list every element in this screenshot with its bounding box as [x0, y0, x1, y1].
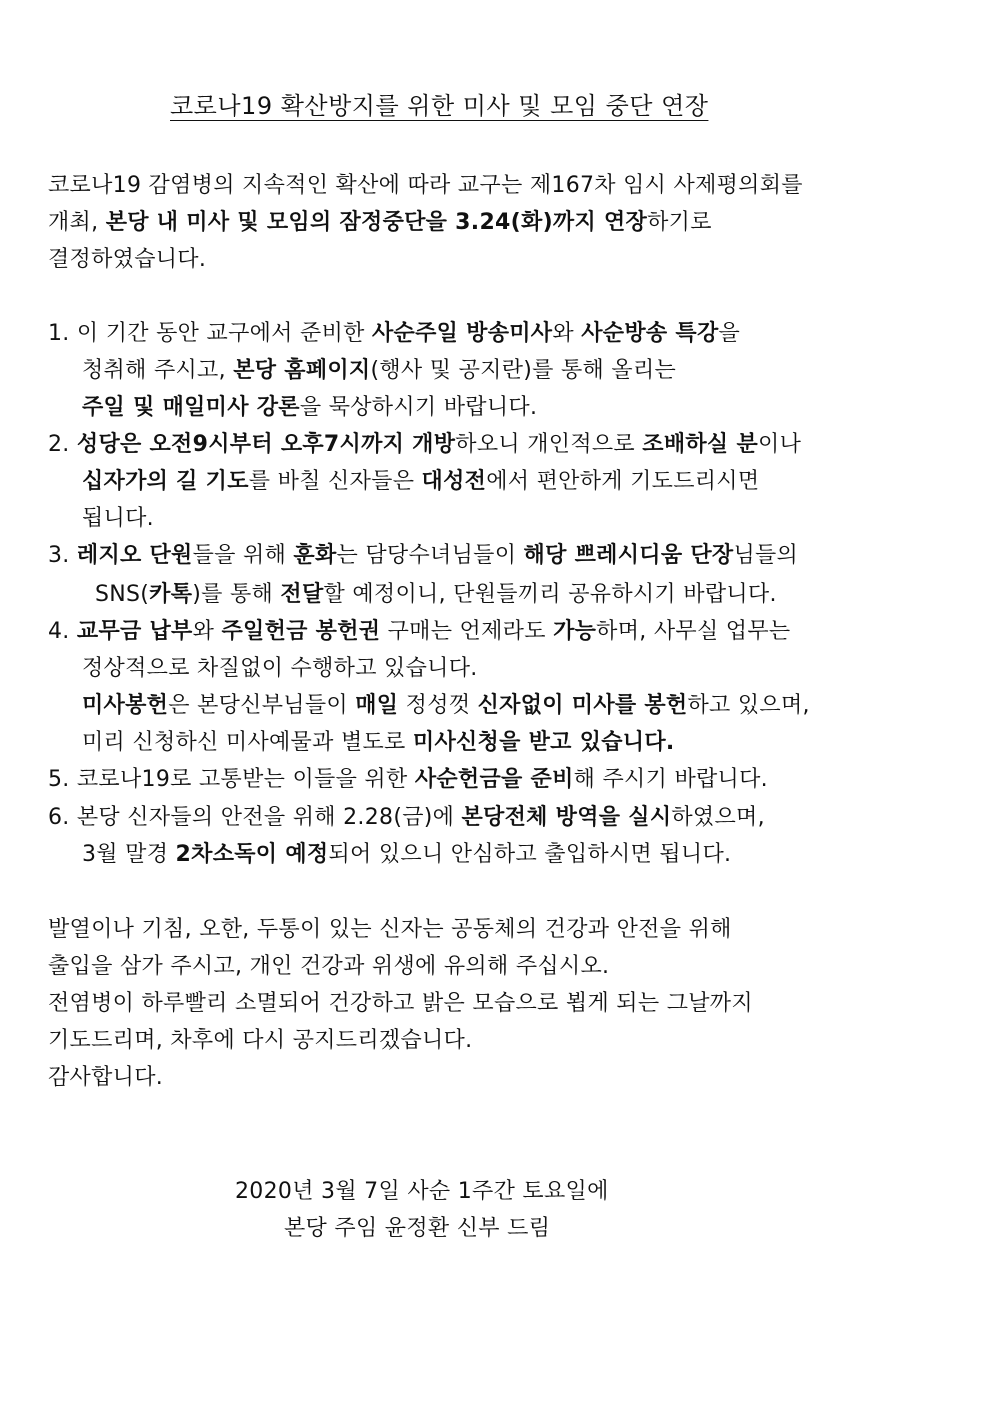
item-1-line-1	[48, 318, 740, 350]
emphasis-text: 주일 및 매일미사 강론	[82, 395, 300, 420]
item-6-line-1	[48, 802, 765, 834]
emphasis-text: 사순방송 특강	[581, 321, 719, 346]
text-run: 하며, 사무실 업무는	[596, 619, 791, 644]
item-4-line-2: 정상적으로 차질없이 수행하고 있습니다.	[82, 656, 478, 681]
emphasis-text: 미사봉헌	[82, 693, 169, 718]
emphasis-text: 훈화	[293, 543, 337, 568]
item-2-line-1	[48, 429, 801, 461]
emphasis-text: 신자없이 미사를 봉헌	[477, 693, 688, 718]
item-4-line-3	[82, 690, 810, 722]
text-run: 를 바칠 신자들은	[248, 469, 422, 494]
closing-line-1: 발열이나 기침, 오한, 두통이 있는 신자는 공동체의 건강과 안전을 위해	[48, 917, 732, 942]
emphasis-text: 십자가의 길 기도	[82, 469, 249, 494]
item-2-line-3: 됩니다.	[82, 506, 154, 531]
emphasis-text: 사순헌금을 준비	[414, 767, 574, 792]
text-run: 는 담당수녀님들이	[336, 543, 524, 568]
text-run: 들을 위해	[192, 543, 294, 568]
emphasis-text: 조배하실 분	[642, 432, 759, 457]
text-run: 미리 신청하신 미사예물과 별도로	[82, 730, 413, 755]
emphasis-text: 매일	[355, 693, 399, 718]
signature-date: 2020년 3월 7일 사순 1주간 토요일에	[235, 1179, 609, 1204]
text-run: 하고 있으며,	[687, 693, 810, 718]
item-2-line-2	[82, 466, 759, 498]
text-run: 3.	[48, 543, 77, 568]
item-4-line-1	[48, 616, 790, 648]
text-run: SNS(	[95, 582, 150, 607]
text-run: 할 예정이니, 단원들끼리 공유하시기 바랍니다.	[323, 582, 777, 607]
closing-line-3: 전염병이 하루빨리 소멸되어 건강하고 밝은 모습으로 뵙게 되는 그날까지	[48, 991, 753, 1016]
emphasis-text: 미사신청을 받고 있습니다.	[412, 730, 675, 755]
text-run: 하오니 개인적으로	[455, 432, 643, 457]
text-run: 을 묵상하시기 바랍니다.	[299, 395, 538, 420]
emphasis-text: 성당은 오전9시부터 오후7시까지 개방	[76, 432, 456, 457]
emphasis-text: 전달	[280, 582, 324, 607]
text-run: 님들의	[733, 543, 799, 568]
emphasis-text: 사순주일 방송미사	[371, 321, 553, 346]
signature-author: 본당 주임 윤정환 신부 드림	[284, 1216, 551, 1241]
text-run: 청취해 주시고,	[82, 358, 234, 383]
emphasis-text: 본당전체 방역을 실시	[461, 805, 672, 830]
emphasis-text: 카톡	[149, 582, 193, 607]
item-1-line-3	[82, 392, 537, 424]
text-run: 되어 있으니 안심하고 출입하시면 됩니다.	[328, 842, 732, 867]
emphasis-text: 주일헌금 봉헌권	[221, 619, 381, 644]
text-run: 은 본당신부님들이	[168, 693, 356, 718]
emphasis-text: 레지오 단원	[76, 543, 193, 568]
item-5-line-1	[48, 764, 768, 796]
closing-line-4: 기도드리며, 차후에 다시 공지드리겠습니다.	[48, 1028, 473, 1053]
item-4-line-4	[82, 727, 675, 759]
intro-line-2	[48, 207, 712, 239]
item-6-line-2	[82, 839, 731, 871]
text-run: 6. 본당 신자들의 안전을 위해 2.28(금)에	[48, 805, 462, 830]
emphasis-text: 해당 쁘레시디움 단장	[523, 543, 734, 568]
emphasis-text: 대성전	[421, 469, 487, 494]
text-run: 이나	[758, 432, 802, 457]
text-run: 해 주시기 바랍니다.	[573, 767, 768, 792]
closing-line-5: 감사합니다.	[48, 1065, 164, 1090]
text-run: 1. 이 기간 동안 교구에서 준비한	[48, 321, 372, 346]
item-1-line-2	[82, 355, 676, 387]
text-run: 4.	[48, 619, 77, 644]
text-run: 3월 말경	[82, 842, 176, 867]
text-run: 하기로	[647, 210, 712, 235]
text-run: )를 통해	[192, 582, 281, 607]
text-run: 와	[552, 321, 582, 346]
closing-line-2: 출입을 삼가 주시고, 개인 건강과 위생에 유의해 주십시오.	[48, 954, 610, 979]
emphasis-text: 2차소독이 예정	[175, 842, 329, 867]
text-run: (행사 및 공지란)를 통해 올리는	[370, 358, 677, 383]
emphasis-text: 본당 내 미사 및 모임의 잠정중단을 3.24(화)까지 연장	[105, 210, 648, 235]
emphasis-text: 가능	[553, 619, 597, 644]
text-run: 구매는 언제라도	[380, 619, 554, 644]
item-3-line-1	[48, 540, 798, 572]
document-title: 코로나19 확산방지를 위한 미사 및 모임 중단 연장	[170, 92, 709, 120]
text-run: 2.	[48, 432, 77, 457]
intro-line-3: 결정하였습니다.	[48, 247, 207, 272]
emphasis-text: 교무금 납부	[76, 619, 193, 644]
text-run: 에서 편안하게 기도드리시면	[486, 469, 760, 494]
text-run: 정성껏	[398, 693, 478, 718]
item-3-line-2	[95, 579, 777, 611]
text-run: 을	[718, 321, 741, 346]
intro-line-1: 코로나19 감염병의 지속적인 확산에 따라 교구는 제167차 임시 사제평의회를	[48, 173, 803, 198]
text-run: 5. 코로나19로 고통받는 이들을 위한	[48, 767, 415, 792]
text-run: 하였으며,	[671, 805, 765, 830]
emphasis-text: 본당 홈페이지	[233, 358, 371, 383]
text-run: 개최,	[48, 210, 106, 235]
text-run: 와	[192, 619, 222, 644]
